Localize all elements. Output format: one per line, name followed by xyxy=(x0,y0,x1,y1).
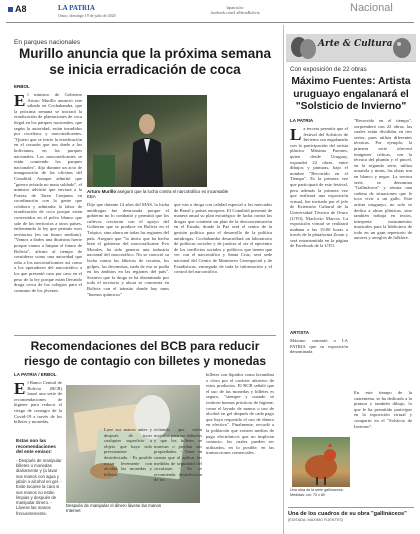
story1-column-1 xyxy=(14,84,82,340)
bottom-caption-title: Una de los cuadros de su obra "gallináceos" xyxy=(288,511,407,517)
culture-body-col1 xyxy=(290,126,348,322)
story2-byline: LA PATRIA / ERBOL xyxy=(14,372,57,377)
culture-body-col4: En este tiempo de la cuarentena, se ha dedicado a la pintura y también dibujo, lo que le ha permitido participar en la exposición virtual y compartir en el "Solsticio de Invierno". xyxy=(354,390,412,429)
story1-body-col3: que van a droga con calidad especial a los mercados de Brasil y países europeos. El Conalitid presentó de manera anual su plan estratégico de lucha contra las drogas que contiene un plan de la desconcentración en el Estado, donde la Paz será el centro de la gestión política para el desarrollo de la política antidrogas. Cochabamba desarrollará un laboratorio de políticas sociales y de justicia al ser el epicentro de los conflictos sociales y políticos que tienen que ver con el narcotráfico y Santa Cruz, será sede nacional del Centro de Monitoreo Geoespacial y de Estadísticas, encargado de toda la información y el control del narcotráfico. xyxy=(174,202,272,275)
story2-headline: Recomendaciones del BCB para reducir riesgo de contagio con billetes y monedas xyxy=(23,339,267,368)
column-divider xyxy=(283,25,284,534)
culture-body-col3: Máximo comentó a LA PATRIA que su exposición denominada xyxy=(290,338,348,355)
publication-name: LA PATRIA xyxy=(58,4,95,12)
story2-body-col3: evitando que estén mojados para no dañarlos y que los billetes se muevan o pierdan sus propiedades. - Tener en cuenta que al aplicar las medidas de seguridad del circulante. - No se recomienda desinfección de los xyxy=(154,427,202,483)
culture-column-1b xyxy=(290,330,348,436)
culture-body-col2: "Recorrido en el tiempo", sorprenderá con 22 obras, las cuales están divididas en tres series, pues utiliza diferentes técnicas. Por ejemplo, la primera serie ofrecerá imágenes críticas, con la técnica del plumín y el pincel, en la segunda serie, utiliza acuarela y tintas, las obras son en blanco y negro. La tercera serie, se denomina "Gallináceos" y retrata una cadena de situaciones que le toca vivir a un gallo. Este artista uruguayo, no solo se dedica a obras plásticas, sino también trabaja en textos, interpreta instrumentos musicales para la biblioteca de todo en un gran repertorio de autores y arreglos de folklore. xyxy=(354,118,412,241)
story1-headline: Murillo anuncia que la próxima semana se inicia erradicación de coca xyxy=(18,46,272,77)
palette-icon xyxy=(392,35,412,61)
page-number xyxy=(8,4,27,14)
story2-body-col2: Lave sus manos antes y después de tocar cualquier superficie u objeto que haya sido previamente desinfectado. - Es posible rociar levemente con alcohol las monedas y billetes, xyxy=(104,427,152,477)
story1-text-col1: l ministro de Gobierno Arturo Murillo anunció este sábado en Cochabamba, que la próxima semana se iniciará la erradicación de plantaciones de coca ilegal en los parques nacionales, que según la autoridad, están invadidos por cocaleros y narcotraficantes. "Quiero que se inicie la erradicación en el corazón que nos duele a los bolivianos, en los parques nacionales. Los narcotraficantes se están comiendo los parques nacionales", dijo durante un acto de inauguración de las oficinas del Conalitid. Aunque admitió que "guerra avisada no mata soldado", el ministro advirtió que enviará a la Fuerza de Tarea Conjunta en coordinación con la gente que colabora y admiraba la labor de erradicación de coca porque están convertidos en el polvo blanco que sale de los territorios a otros países, enfrentando la ley que permite esos territorios (en un futuro mediato). "Vamos a darles una diurisma fuerte porque vamos a limpiar el futuro de Bolivia", afirmó al tiempo de considerar como una autoridad que odia a los narcotraficantes así como a los operadores del narcotráfico a los que presentó caso por caso en el peso de la ley porque están llevando droga cerca de los colegios para el consumo de los jóvenes. xyxy=(14,92,82,293)
rooster-painting-icon xyxy=(292,437,350,487)
sidebar-items: - Después de manipular billetes o monedas diariamente y (a lavar sus manos con agua y jabón o alcohol en gel. - Evite tocarse la cara si sus manos no están limpias y después de manipular dinero. - Lávese las manos frecuentemente. xyxy=(16,457,62,516)
photo-credit: EBA xyxy=(87,194,96,200)
culture-photo xyxy=(292,437,350,487)
story2-text-col1: l Banco Central de Bolivia (BCB) lanzó una serie de recomendaciones de higiene para reducir el riesgo de contagio de la Covid-19 a través de los billetes y monedas. xyxy=(14,380,62,425)
story2-column-1 xyxy=(14,372,62,436)
culture-column-1 xyxy=(290,118,348,322)
caption-text: Después de manipular el dinero lávese las manos xyxy=(66,503,162,508)
story2-dropcap: E xyxy=(14,380,26,398)
caption-lead: Arturo Murillo xyxy=(87,189,117,194)
page-number-text: A8 xyxy=(15,4,27,14)
plant-shape xyxy=(93,155,115,187)
story1-body-col2: Dijo que durante 14 años del MAS, la lucha antidrogas fue destrozada porque el gobierno no lo combatió y permitió que los cultivos crecieran con el apoyo del Gobierno que se produce en Bolivia en el Trópico, sino ahora en todas las regiones del país. Aseguró que "lo único que ha hecho bien el gobierno del narcotraficante Evo Morales, ha sido generar una industria nacional del narcotráfico. No se conoció su lucha contra las fábricas de cocaína, los golpes, los decomisos, nada de eso se podía en los ámbitos en las regiones del país". Sostuvo que la droga se ha diseminado por todo el territorio y ahora se concentra en Bolivia con el tránsito donde hay unos "buenos químicos" xyxy=(87,202,169,297)
bottom-caption-credit: (EDITADA: MAXIMO FUENTES) xyxy=(288,517,343,522)
culture-byline: LA PATRIA xyxy=(290,118,314,123)
culture-headline: Máximo Fuentes: Artista uruguayo engalanará el "Solsticio de Invierno" xyxy=(291,76,411,112)
culture-dropcap: L xyxy=(290,126,302,144)
header-links xyxy=(200,5,270,15)
story2-body-col1 xyxy=(14,380,62,436)
story2-body-col4: billetes con líquidos como lavandina o cloro por el carácter abrasivo de estos productos. El BCB señaló que el uso de las monedas y billetes es seguro, "siempre y cuando se realicen buenas prácticas de higiene, como el lavado de manos o uso de alcohol en gel después de cada pago que haya requerido el uso de dinero en efectivo". Finalmente, recordó a la población que existen medios de pago electrónicos que no implican contacto, los cuales pueden ser utilizados, en lo posible, en las transacciones comerciales. xyxy=(206,372,274,456)
photo-credit: Internet xyxy=(66,508,81,514)
page-marker-icon xyxy=(8,7,13,12)
caption-text: aseguró que la lucha contra el narcotráfico es incansable xyxy=(117,189,229,194)
story1-byline: ERBOL xyxy=(14,84,30,89)
issue-date: Oruro, domingo 19 de julio de 2020 xyxy=(58,13,116,18)
culture-section-title: Arte & Cultura xyxy=(318,39,393,49)
culture-text-col1: a tercera permitir que el festival del Solsticio de Invierno sea engalanado con la participación del artista plástico Máximo Fuentes, quien desde Uruguay, expondrá 22 obras, entre dibujos y pinturas, bajo el nombre "Recorrido en el Tiempo". Es la primera vez que participará de este festival, pero además la primera vez que realizará una exposición virtual, fue invitado por el jefe de Extensión Cultural de la Universidad Técnica de Oruro (UTO), Maclovio Marcos. La exposición virtual se realizará mañana a las 19:00 horas a través de la plataforma Zoom y será retransmitida en la página de Facebook de la UTO. xyxy=(290,126,348,249)
section-name: Nacional xyxy=(350,2,393,14)
story1-photo-caption xyxy=(87,189,267,200)
story1-dropcap: E xyxy=(14,92,26,110)
facebook-link[interactable]: facebook.com/LaPatriaBolivia xyxy=(210,10,260,15)
story-divider xyxy=(14,335,276,336)
culture-photo-caption: Una obra de la serie gallináceos. Medidas: cm: 70 x 60 xyxy=(290,488,344,497)
website-link[interactable]: lapatria.bo xyxy=(226,5,244,10)
culture-bottom-caption xyxy=(288,507,414,522)
header-divider xyxy=(6,22,414,23)
culture-kicker: Con exposición de 22 obras xyxy=(290,66,367,73)
story2-photo-caption xyxy=(66,503,200,514)
sidebar-title: Estas son las recomendaciones del ente emisor: xyxy=(16,438,56,455)
masks-icon xyxy=(288,35,318,61)
story1-body-col1 xyxy=(14,92,82,340)
story1-photo xyxy=(87,95,207,187)
story1-kicker: En parques nacionales xyxy=(14,39,81,46)
culture-subhead: ARTISTA xyxy=(290,330,310,335)
person-figure-icon xyxy=(125,109,169,187)
story2-sidebar xyxy=(16,438,62,528)
